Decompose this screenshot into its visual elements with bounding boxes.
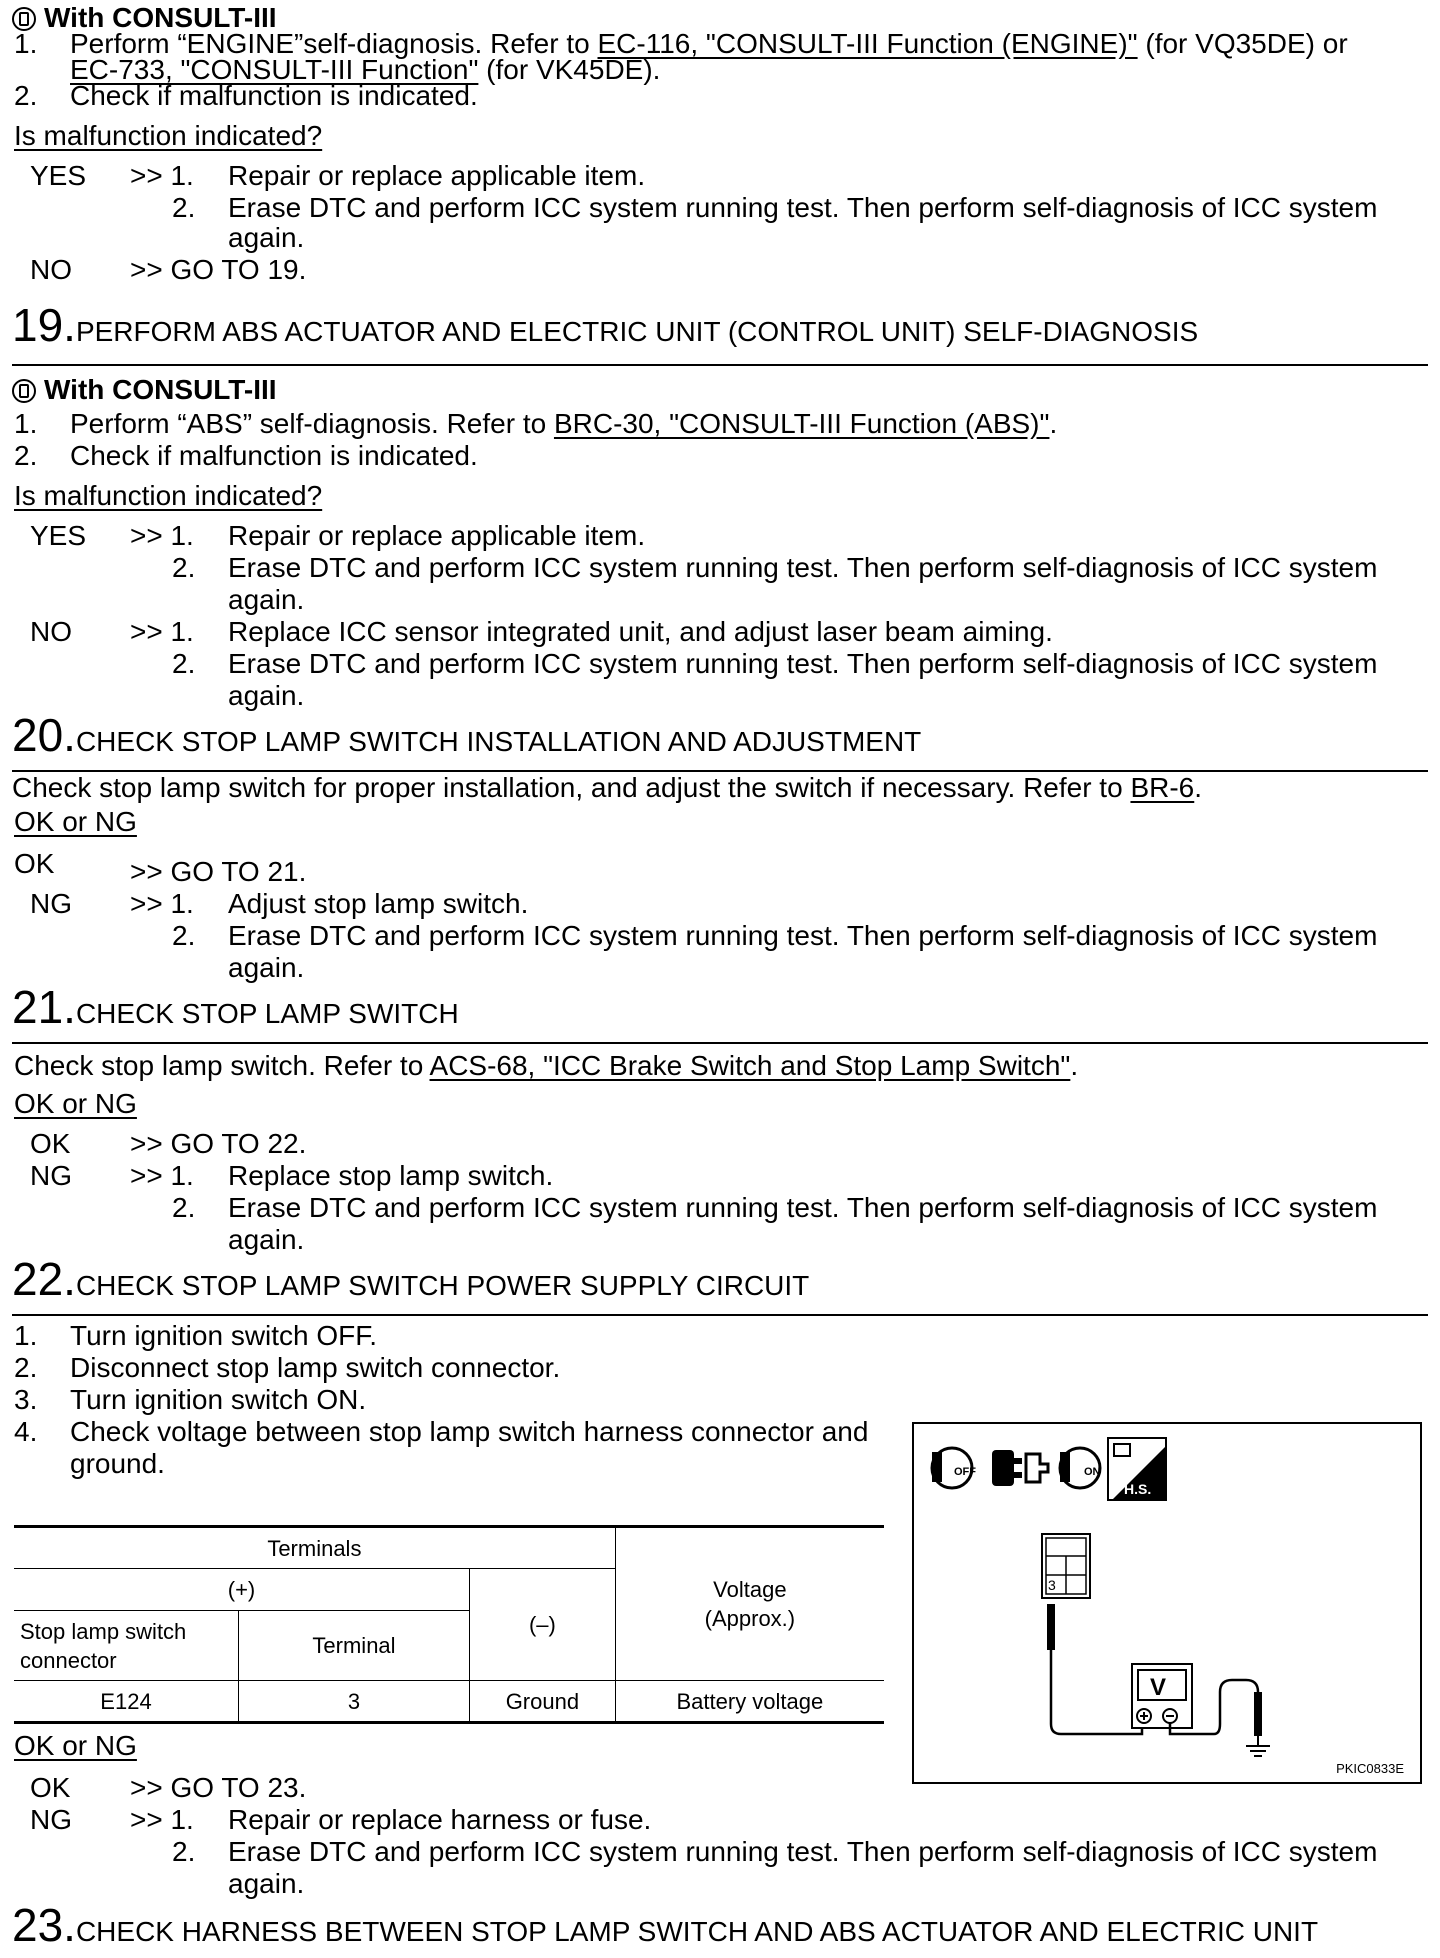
- ec116-link[interactable]: EC-116, "CONSULT-III Function (ENGINE)": [597, 28, 1138, 59]
- table-header-voltage: [615, 1527, 884, 1681]
- voltmeter-label: V: [1150, 1674, 1167, 1701]
- section-header-22: [12, 1254, 809, 1304]
- result-arrow: >> 1.: [130, 1804, 194, 1835]
- result-text: Repair or replace applicable item.: [228, 520, 646, 551]
- off-label: OFF: [954, 1466, 976, 1478]
- result-number: 2.: [172, 648, 196, 679]
- ground-symbol-icon: [1246, 1736, 1270, 1756]
- section-header-21: [12, 982, 459, 1032]
- table-cell-minus: Ground: [470, 1681, 616, 1723]
- section-header-20: [12, 710, 921, 760]
- no-label: NO: [30, 254, 72, 285]
- connector-disconnect-icon: [992, 1450, 1048, 1486]
- voltmeter-icon: [1132, 1664, 1192, 1728]
- step-text-part: Perform “ABS” self-diagnosis. Refer to: [70, 408, 554, 439]
- harness-side-icon: [1108, 1438, 1166, 1500]
- question-label: OK or NG: [14, 1088, 137, 1119]
- step-number: 2.: [14, 80, 38, 111]
- ng-label: NG: [30, 888, 72, 919]
- step-number: 2.: [14, 1352, 38, 1383]
- result-text: again.: [228, 680, 305, 711]
- approx-label: (Approx.): [704, 1606, 796, 1631]
- result-arrow: >> 1.: [130, 160, 194, 191]
- step-text-part: .: [1049, 408, 1058, 439]
- yes-label: YES: [30, 160, 87, 191]
- result-text: Repair or replace applicable item.: [228, 160, 646, 191]
- positive-probe: [1047, 1604, 1055, 1650]
- result-text: again.: [228, 1868, 305, 1899]
- negative-probe: [1254, 1692, 1262, 1736]
- ng-label: NG: [30, 1804, 72, 1835]
- result-text: Erase DTC and perform ICC system running test. Then perform self-diagnosis of ICC system: [228, 648, 1378, 679]
- result-text: Erase DTC and perform ICC system running test. Then perform self-diagnosis of ICC system: [228, 192, 1378, 223]
- table-header-plus: (+): [14, 1569, 470, 1611]
- connector-block: [1042, 1534, 1090, 1598]
- step-text-part: (for VQ35DE) or: [1137, 28, 1348, 59]
- result-text: again.: [228, 584, 305, 615]
- brc30-link[interactable]: BRC-30, "CONSULT-III Function (ABS)": [553, 408, 1050, 439]
- result-number: 2.: [172, 552, 196, 583]
- body-text: [12, 772, 1202, 804]
- table-cell-terminal: 3: [239, 1681, 470, 1723]
- connector-label: Stop lamp switch: [20, 1618, 187, 1644]
- body-text: [14, 1050, 1078, 1082]
- step-text: Check if malfunction is indicated.: [70, 440, 478, 471]
- step-text: Check if malfunction is indicated.: [70, 80, 478, 111]
- br6-link[interactable]: BR-6: [1130, 772, 1195, 803]
- result-text: Replace stop lamp switch.: [228, 1160, 554, 1191]
- section-title: CHECK STOP LAMP SWITCH INSTALLATION AND ADJUSTMENT: [75, 726, 922, 757]
- result-number: 2.: [172, 192, 196, 223]
- result-text: Erase DTC and perform ICC system running test. Then perform self-diagnosis of ICC system: [228, 1836, 1378, 1867]
- result-text: >> GO TO 19.: [130, 254, 307, 285]
- section-number: 20.: [12, 709, 76, 761]
- circuit-diagram: [914, 1424, 1420, 1782]
- body-text-part: Check stop lamp switch for proper installation, and adjust the switch if necessary. Refer to: [12, 772, 1131, 803]
- figure-code: PKIC0833E: [1336, 1761, 1404, 1776]
- section-header-19: [12, 300, 1198, 350]
- voltage-label: Voltage: [713, 1577, 787, 1602]
- table-header-terminal: Terminal: [239, 1611, 470, 1681]
- body-text-part: .: [1194, 772, 1203, 803]
- consult-iii-icon: [12, 379, 36, 403]
- question-label: OK or NG: [14, 806, 137, 837]
- section-number: 19.: [12, 299, 76, 351]
- result-text: again.: [228, 952, 305, 983]
- positive-lead: [1051, 1650, 1142, 1734]
- section-divider: [12, 1314, 1428, 1316]
- ignition-on-icon: [1060, 1448, 1101, 1488]
- result-text: >> GO TO 21.: [130, 856, 307, 887]
- on-label: ON: [1084, 1466, 1101, 1478]
- step-text-part: Perform “ENGINE”self-diagnosis. Refer to: [70, 28, 598, 59]
- body-text-part: .: [1070, 1050, 1079, 1081]
- section-title: CHECK STOP LAMP SWITCH POWER SUPPLY CIRCUIT: [75, 1270, 810, 1301]
- acs68-link[interactable]: ACS-68, "ICC Brake Switch and Stop Lamp Switch": [429, 1050, 1071, 1081]
- table-cell-connector: E124: [14, 1681, 239, 1723]
- result-text: Repair or replace harness or fuse.: [228, 1804, 652, 1835]
- step-text: Disconnect stop lamp switch connector.: [70, 1352, 561, 1383]
- step-number: 4.: [14, 1416, 38, 1447]
- result-text: again.: [228, 222, 305, 253]
- step-text: [70, 408, 1057, 440]
- section-title: CHECK HARNESS BETWEEN STOP LAMP SWITCH AND ABS ACTUATOR AND ELECTRIC UNIT: [75, 1916, 1319, 1947]
- result-arrow: >> 1.: [130, 616, 194, 647]
- result-text: Erase DTC and perform ICC system running test. Then perform self-diagnosis of ICC system: [228, 920, 1378, 951]
- step-number: 1.: [14, 1320, 38, 1351]
- question-label: OK or NG: [14, 1730, 137, 1761]
- section-number: 22.: [12, 1253, 76, 1305]
- no-label: NO: [30, 616, 72, 647]
- question-label: Is malfunction indicated?: [14, 120, 323, 151]
- table-cell-voltage: Battery voltage: [615, 1681, 884, 1723]
- hs-label: H.S.: [1124, 1481, 1152, 1497]
- table-row: [14, 1681, 884, 1723]
- section-number: 23.: [12, 1899, 76, 1951]
- result-number: 2.: [172, 1192, 196, 1223]
- section-divider: [12, 1042, 1428, 1044]
- step-text: Turn ignition switch ON.: [70, 1384, 367, 1415]
- step-number: 2.: [14, 440, 38, 471]
- result-number: 2.: [172, 1836, 196, 1867]
- question-label: Is malfunction indicated?: [14, 480, 323, 511]
- result-arrow: >> 1.: [130, 520, 194, 551]
- result-text: >> GO TO 22.: [130, 1128, 307, 1159]
- result-number: 2.: [172, 920, 196, 951]
- ok-label: OK: [30, 1772, 71, 1803]
- table-header-connector: [14, 1611, 239, 1681]
- step-number: 1.: [14, 28, 38, 59]
- ok-label: OK: [30, 1128, 71, 1159]
- step-text-part: (for VK45DE).: [478, 54, 661, 85]
- ng-label: NG: [30, 1160, 72, 1191]
- result-text: Adjust stop lamp switch.: [228, 888, 529, 919]
- step-number: 1.: [14, 408, 38, 439]
- body-text-part: Check stop lamp switch. Refer to: [14, 1050, 430, 1081]
- consult-heading-text: With CONSULT-III: [44, 374, 277, 405]
- connector-label: connector: [20, 1647, 117, 1673]
- result-text: again.: [228, 1224, 305, 1255]
- result-text: Erase DTC and perform ICC system running test. Then perform self-diagnosis of ICC system: [228, 1192, 1378, 1223]
- section-header-23: [12, 1900, 1318, 1950]
- result-text: >> GO TO 23.: [130, 1772, 307, 1803]
- step-text: Check voltage between stop lamp switch harness connector and: [70, 1416, 869, 1447]
- circuit-diagram-figure: [912, 1422, 1422, 1784]
- step-text: Turn ignition switch OFF.: [70, 1320, 378, 1351]
- section-title: PERFORM ABS ACTUATOR AND ELECTRIC UNIT (CONTROL UNIT) SELF-DIAGNOSIS: [75, 316, 1199, 347]
- result-arrow: >> 1.: [130, 888, 194, 919]
- section-divider: [12, 364, 1428, 366]
- result-arrow: >> 1.: [130, 1160, 194, 1191]
- result-text: Replace ICC sensor integrated unit, and adjust laser beam aiming.: [228, 616, 1053, 647]
- step-number: 3.: [14, 1384, 38, 1415]
- consult-heading: [12, 374, 277, 406]
- section-number: 21.: [12, 981, 76, 1033]
- ignition-off-icon: [932, 1448, 976, 1488]
- ec733-link[interactable]: EC-733, "CONSULT-III Function": [70, 54, 479, 85]
- result-text: Erase DTC and perform ICC system running test. Then perform self-diagnosis of ICC system: [228, 552, 1378, 583]
- table-header-minus: (–): [470, 1569, 616, 1681]
- pin-number-label: 3: [1048, 1577, 1056, 1593]
- yes-label: YES: [30, 520, 87, 551]
- ok-label: OK: [14, 848, 55, 879]
- section-title: CHECK STOP LAMP SWITCH: [75, 998, 459, 1029]
- consult-heading-text: With CONSULT-III: [44, 2, 277, 33]
- voltage-spec-table: [14, 1525, 884, 1724]
- table-header-terminals: Terminals: [14, 1527, 615, 1569]
- step-text: ground.: [70, 1448, 165, 1479]
